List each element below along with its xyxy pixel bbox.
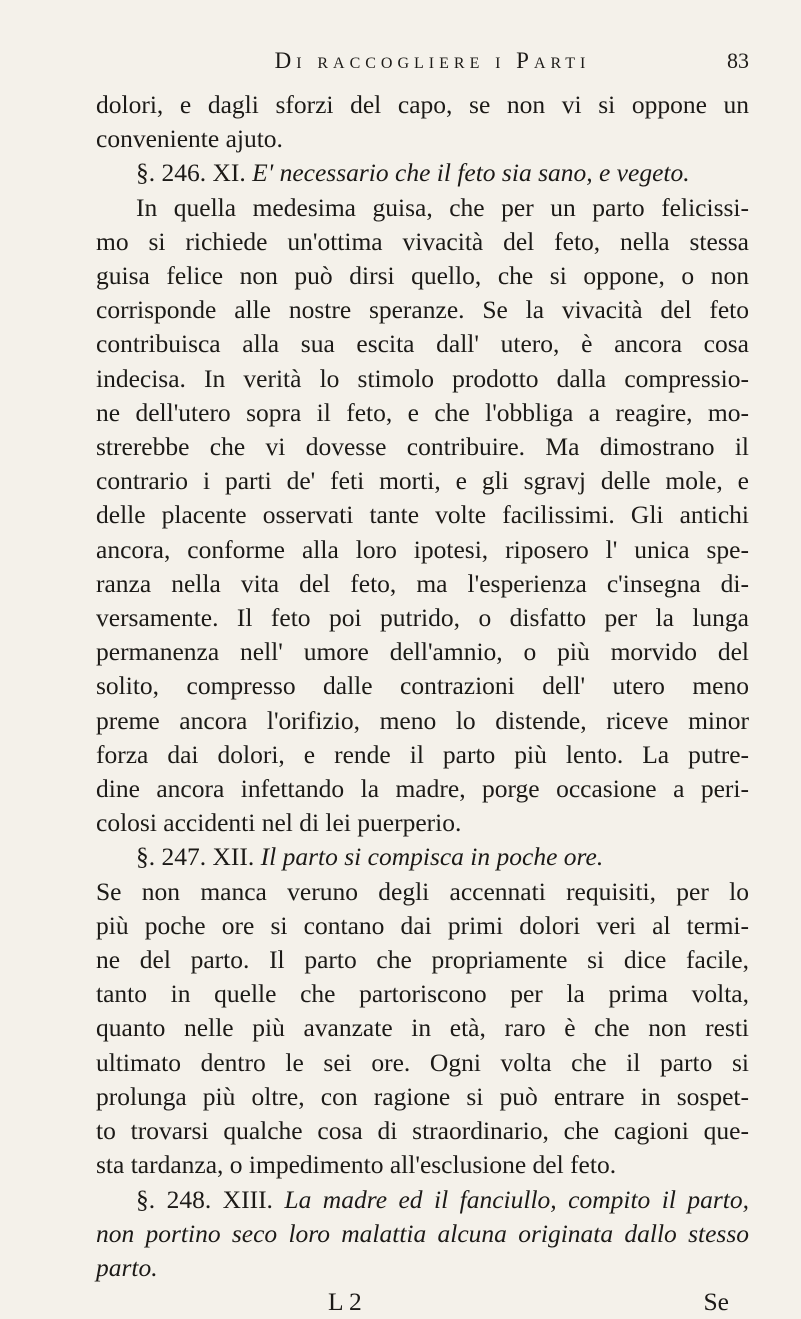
text-line: sta tardanza, o impedimento all'esclusione del feto.: [96, 1150, 617, 1180]
text-line: ranza nella vita del feto, ma l'esperienza c'insegna di-: [96, 568, 749, 598]
signature-mark: L 2: [328, 1287, 362, 1317]
running-title: Di raccogliere i Parti: [274, 48, 591, 73]
body-text: [96, 88, 749, 1285]
section-number: §. 248. XIII.: [136, 1184, 273, 1214]
text-line: mo si richiede un'ottima vivacità del feto, nella stessa: [96, 226, 749, 256]
text-line: Se non manca veruno degli accennati requisiti, per lo: [96, 876, 749, 906]
text-line: dine ancora infettando la madre, porge occasione a peri-: [96, 774, 749, 804]
section-rubric: Il parto si compisca in poche ore.: [260, 842, 604, 872]
section-heading: [96, 156, 749, 190]
text-line: prolunga più oltre, con ragione si può entrare in sospet-: [96, 1081, 749, 1111]
text-line: ne dell'utero sopra il feto, e che l'obbliga a reagire, mo-: [96, 397, 749, 427]
page-footer: [96, 1285, 749, 1319]
text-line: In quella medesima guisa, che per un parto felicissi-: [136, 192, 749, 222]
section-rubric-line: parto.: [96, 1252, 158, 1282]
text-line: colosi accidenti nel di lei puerperio.: [96, 808, 462, 838]
text-line: indecisa. In verità lo stimolo prodotto dalla compressio-: [96, 363, 749, 393]
section-rubric: E' necessario che il feto sia sano, e vegeto.: [252, 158, 690, 188]
text-line: to trovarsi qualche cosa di straordinario, che cagioni que-: [96, 1116, 749, 1146]
section-heading: [96, 840, 749, 874]
text-line: contribuisca alla sua escita dall' utero, è ancora cosa: [96, 329, 749, 359]
text-line: ancora, conforme alla loro ipotesi, riposero l' unica spe-: [96, 534, 749, 564]
section-number: §. 247. XII.: [136, 842, 255, 872]
catchword: Se: [703, 1287, 729, 1317]
text-line: dolori, e dagli sforzi del capo, se non vi si oppone un: [96, 90, 749, 119]
text-line: preme ancora l'orifizio, meno lo distende, riceve minor: [96, 705, 749, 735]
section-number: §. 246. XI.: [136, 158, 246, 188]
text-line: solito, compresso dalle contrazioni dell' utero meno: [96, 671, 749, 701]
text-line: versamente. Il feto poi putrido, o disfatto per la lunga: [96, 603, 749, 633]
text-line: permanenza nell' umore dell'amnio, o più morvido del: [96, 637, 749, 667]
text-line: ultimato dentro le sei ore. Ogni volta che il parto si: [96, 1047, 749, 1077]
page-header: [96, 48, 749, 88]
text-line: delle placente osservati tante volte facilissimi. Gli antichi: [96, 500, 749, 530]
text-line: contrario i parti de' feti morti, e gli sgravj delle mole, e: [96, 466, 749, 496]
page-number: 83: [727, 48, 749, 73]
section-heading: [96, 1183, 749, 1217]
text-line: corrisponde alle nostre speranze. Se la vivacità del feto: [96, 295, 749, 325]
text-line: quanto nelle più avanzate in età, raro è che non resti: [96, 1013, 749, 1043]
section-rubric-line: non portino seco loro malattia alcuna originata dallo stesso: [96, 1218, 749, 1248]
text-line: ne del parto. Il parto che propriamente si dice facile,: [96, 945, 749, 975]
text-line: guisa felice non può dirsi quello, che si oppone, o non: [96, 261, 749, 291]
text-line: strerebbe che vi dovesse contribuire. Ma dimostrano il: [96, 432, 749, 462]
text-line: forza dai dolori, e rende il parto più lento. La putre-: [96, 739, 749, 769]
text-line: tanto in quelle che partoriscono per la prima volta,: [96, 979, 749, 1009]
text-line: conveniente ajuto.: [96, 124, 283, 154]
section-rubric: La madre ed il fanciullo, compito il parto,: [284, 1184, 750, 1214]
text-line: più poche ore si contano dai primi dolori veri al termi-: [96, 910, 749, 940]
